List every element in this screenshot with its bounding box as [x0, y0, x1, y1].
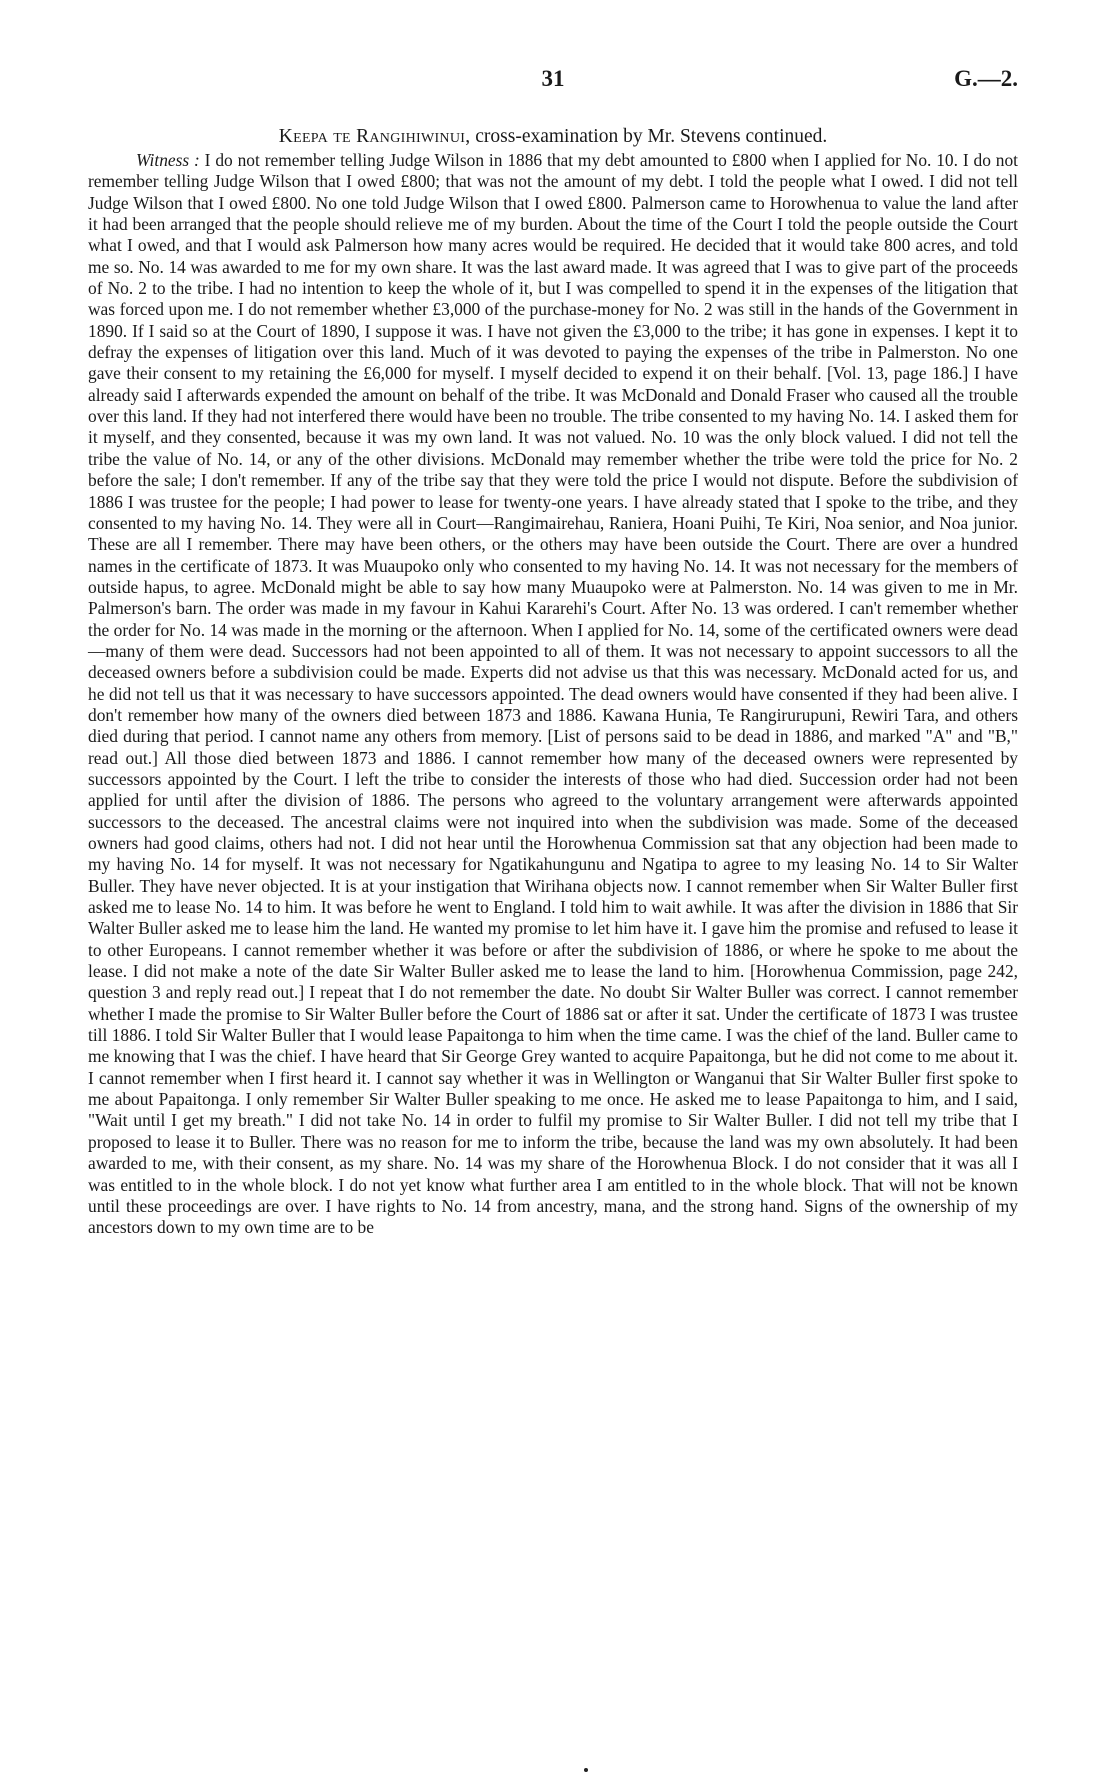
testimony-text: I do not remember telling Judge Wilson in 1886 that my debt amounted to £800 when I applied for No. 10. I do not remember telling Judge Wilson that I owed £800; that was not the amount of my debt. I told the people what I owed. I did not tell Judge Wilson that I owed £800. No one told Judge Wilson that I owed £800. Palmerson came to Horowhenua to value the land after it had been arranged that the people should relieve me of my burden. About the time of the Court I told the people outside the Court what I owed, and that I would ask Palmerson how many acres would be required. He decided that it would take 800 acres, and told me so. No. 14 was awarded to me for my own share. It was the last award made. It was agreed that I was to give part of the proceeds of No. 2 to the tribe. I had no intention to keep the whole of it, but I was compelled to spend it in the expenses of the litigation that was forced upon me. I do not remember whether £3,000 of the purchase-money for No. 2 was still in the hands of the Government in 1890. If I said so at the Court of 1890, I suppose it was. I have not given the £3,000 to the tribe; it has gone in expenses. I kept it to defray the expenses of litigation over this land. Much of it was devoted to paying the expenses of the tribe in Palmerston. No one gave their consent to my retaining the £6,000 for myself. I myself decided to expend it on their behalf. [Vol. 13, page 186.] I have already said I afterwards expended the amount on behalf of the tribe. It was McDonald and Donald Fraser who caused all the trouble over this land. If they had not interfered there would have been no trouble. The tribe consented to my having No. 14. I asked them for it myself, and they consented, because it was my own land. It was not valued. No. 10 was the only block valued. I did not tell the tribe the value of No. 14, or any of the other divisions. McDonald may remember whether the tribe were told the price for No. 2 before the sale; I don't remember. If any of the tribe say that they were told the price I would not dispute. Before the subdivision of 1886 I was trustee for the people; I had power to lease for twenty-one years. I have already stated that I spoke to the tribe, and they consented to my having No. 14. They were all in Court—Rangimairehau, Raniera, Hoani Puihi, Te Kiri, Noa senior, and Noa junior. These are all I remember. There may have been others, or the others may have been outside the Court. There are over a hundred names in the certificate of 1873. It was Muaupoko only who consented to my having No. 14. It was not necessary for the members of outside hapus, to agree. McDonald might be able to say how many Muaupoko were at Palmerston. No. 14 was given to me in Mr. Palmerson's barn. The order was made in my favour in Kahui Kararehi's Court. After No. 13 was ordered. I can't remember whether the order for No. 14 was made in the morning or the afternoon. When I applied for No. 14, some of the certificated owners were dead—many of them were dead. Successors had not been appointed to all of them. It was not necessary to appoint successors to all the deceased owners before a subdivision could be made. Experts did not advise us that this was necessary. McDonald acted for us, and he did not tell us that it was necessary to have successors appointed. The dead owners would have consented if they had been alive. I don't remember how many of the owners died between 1873 and 1886. Kawana Hunia, Te Rangirurupuni, Rewiri Tara, and others died during that period. I cannot name any others from memory. [List of persons said to be dead in 1886, and marked "A" and "B," read out.] All those died between 1873 and 1886. I cannot remember how many of the deceased owners were represented by successors appointed by the Court. I left the tribe to consider the interests of those who had died. Succession order had not been applied for until after the division of 1886. The persons who agreed to the voluntary arrangement were afterwards appointed successors to the deceased. The ancestral claims were not inquired into when the subdivision was made. Some of the deceased owners had good claims, others had not. I did not hear until the Horowhenua Commission sat that any objection had been made to my having No. 14 for myself. It was not necessary for Ngatikahungunu and Ngatipa to agree to my leasing No. 14 to Sir Walter Buller. They have never objected. It is at your instigation that Wirihana objects now. I cannot remember when Sir Walter Buller first asked me to lease No. 14 to him. It was before he went to England. I told him to wait awhile. It was after the division in 1886 that Sir Walter Buller asked me to lease him the land. He wanted my promise to let him have it. I gave him the promise and refused to lease it to other Europeans. I cannot remember whether it was before or after the subdivision of 1886, or where he spoke to me about the lease. I did not make a note of the date Sir Walter Buller asked me to lease the land to him. [Horowhenua Commission, page 242, question 3 and reply read out.] I repeat that I do not remember the date. No doubt Sir Walter Buller was correct. I cannot remember whether I made the promise to Sir Walter Buller before the Court of 1886 sat or after it sat. Under the certificate of 1873 I was trustee till 1886. I told Sir Walter Buller that I would lease Papaitonga to him when the time came. I was the chief of the land. Buller came to me knowing that I was the chief. I have heard that Sir George Grey wanted to acquire Papaitonga, but he did not come to me about it. I cannot remember when I first heard it. I cannot say whether it was in Wellington or Wanganui that Sir Walter Buller first spoke to me about Papaitonga. I only remember Sir Walter Buller speaking to me once. He asked me to lease Papaitonga to him, and I said, "Wait until I get my breath." I did not take No. 14 in order to fulfil my promise to Sir Walter Buller. I did not tell my tribe that I proposed to lease it to Buller. There was no reason for me to inform the tribe, because the land was my own absolutely. It had been awarded to me, with their consent, as my share. No. 14 was my share of the Horowhenua Block. I do not consider that it was all I was entitled to in the whole block. I do not yet know what further area I am entitled to in the whole block. That will not be known until these proceedings are over. I have rights to No. 14 from ancestry, mana, and the strong hand. Signs of the ownership of my ancestors down to my own time are to be: [88, 150, 1019, 1238]
page-header: [88, 66, 1018, 96]
page-mark-dot: [584, 1768, 588, 1772]
section-title: cross-examination by Mr. Stevens continued.: [470, 126, 828, 147]
speaker-name: Keepa te Rangihiwinui,: [278, 126, 471, 147]
section-heading: [88, 126, 1018, 148]
witness-label: Witness :: [136, 150, 200, 170]
page-number: 31: [541, 66, 565, 91]
testimony-paragraph: [88, 150, 1018, 1239]
document-reference: G.—2.: [954, 66, 1018, 91]
